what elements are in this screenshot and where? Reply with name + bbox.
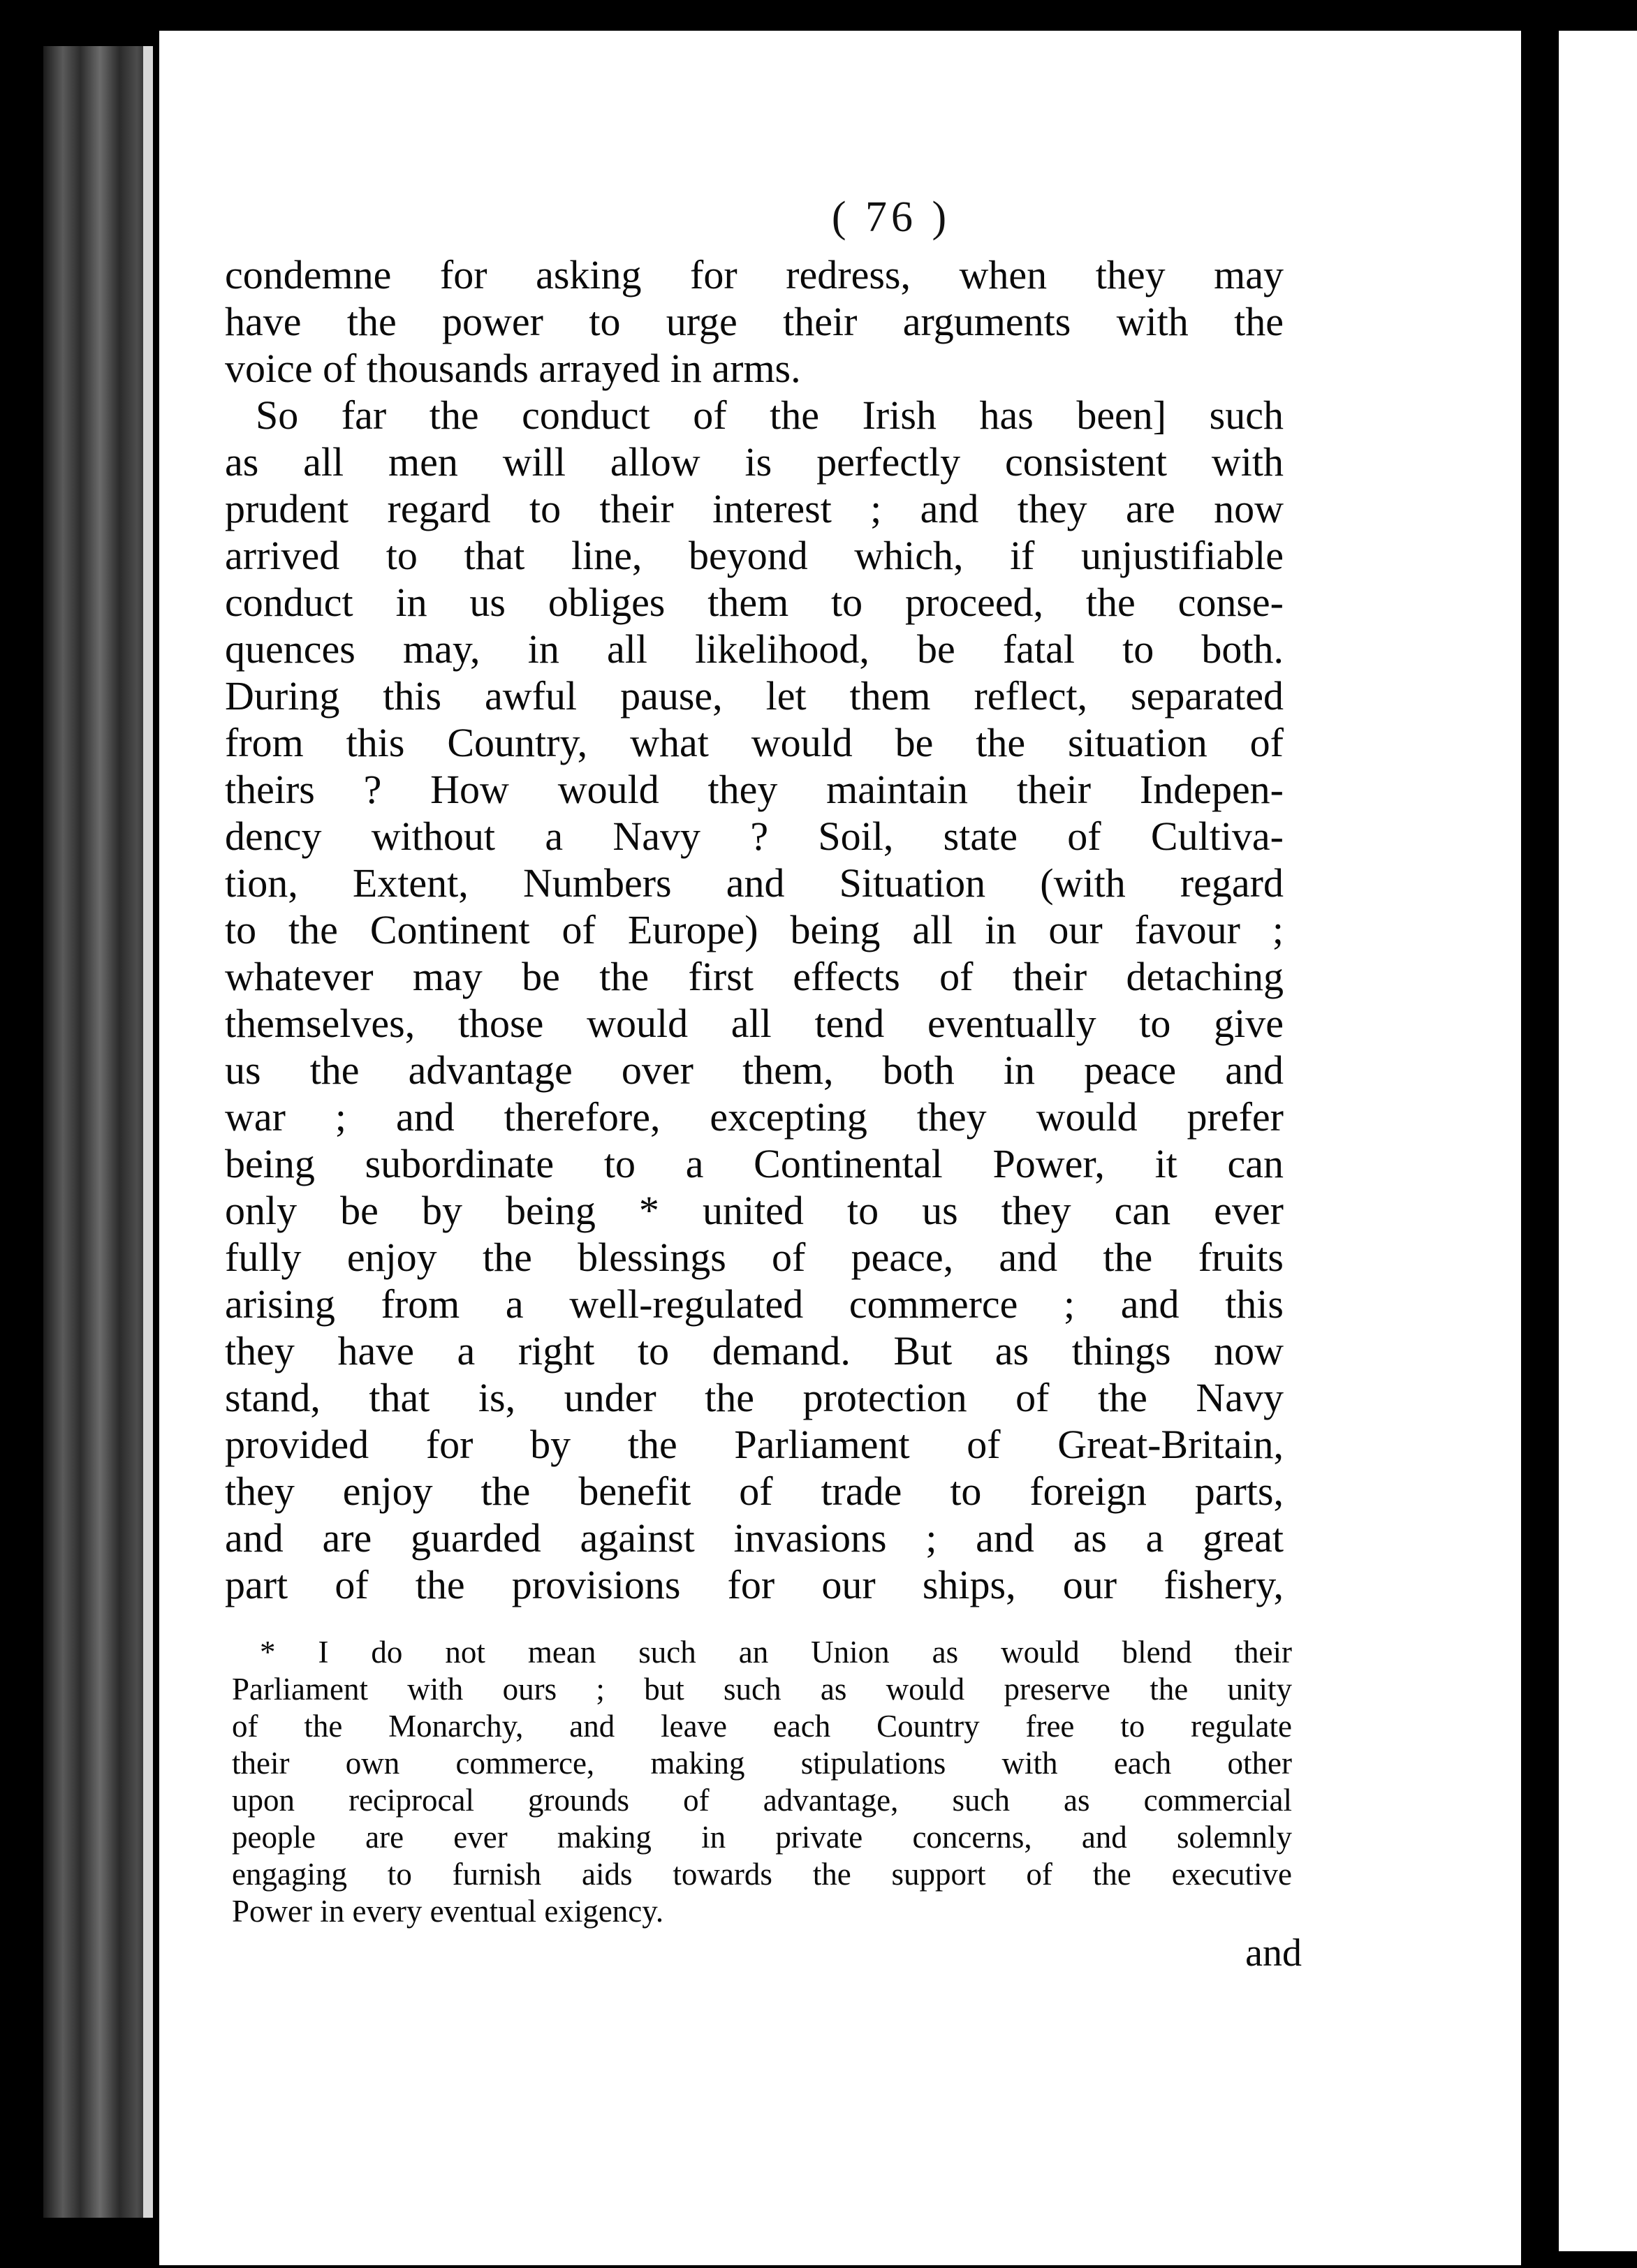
text-line: they have a right to demand. But as things now xyxy=(225,1328,1284,1374)
text-line: provided for by the Parliament of Great-Britain, xyxy=(225,1422,1284,1467)
text-line: conduct in us obliges them to proceed, the conse- xyxy=(225,580,1284,625)
catchword: and xyxy=(1245,1931,1302,1975)
footnote-line: their own commerce, making stipulations with each other xyxy=(232,1746,1292,1781)
footnote-line: people are ever making in private concerns, and solemnly xyxy=(232,1820,1292,1855)
text-line: and are guarded against invasions ; and as a great xyxy=(225,1515,1284,1561)
footnote-line: * I do not mean such an Union as would blend their xyxy=(260,1635,1292,1670)
text-line: war ; and therefore, excepting they would prefer xyxy=(225,1094,1284,1140)
footnote-line: engaging to furnish aids towards the support of the executive xyxy=(232,1857,1292,1892)
text-line: condemne for asking for redress, when they may xyxy=(225,252,1284,297)
text-line: arising from a well-regulated commerce ; and this xyxy=(225,1281,1284,1327)
footnote-line: of the Monarchy, and leave each Country free to regulate xyxy=(232,1709,1292,1744)
text-line: as all men will allow is perfectly consistent with xyxy=(225,439,1284,485)
text-line: dency without a Navy ? Soil, state of Cultiva- xyxy=(225,813,1284,859)
text-line: only be by being * united to us they can ever xyxy=(225,1188,1284,1233)
text-line: part of the provisions for our ships, our fishery, xyxy=(225,1562,1284,1607)
text-line: stand, that is, under the protection of the Navy xyxy=(225,1375,1284,1420)
text-line: voice of thousands arrayed in arms. xyxy=(225,346,801,391)
text-line: being subordinate to a Continental Power, it can xyxy=(225,1141,1284,1186)
page-number-text: ( 76 ) xyxy=(831,193,951,241)
footnote-line: Power in every eventual exigency. xyxy=(232,1894,664,1929)
page-edge xyxy=(143,46,153,2218)
text-line: to the Continent of Europe) being all in our favour ; xyxy=(225,907,1284,952)
text-line: themselves, those would all tend eventually to give xyxy=(225,1001,1284,1046)
text-line: theirs ? How would they maintain their Indepen- xyxy=(225,767,1284,812)
book-spine xyxy=(43,46,152,2218)
footnote xyxy=(232,1634,1292,1930)
text-line: So far the conduct of the Irish has been] such xyxy=(256,392,1284,438)
text-line: During this awful pause, let them reflect, separated xyxy=(225,673,1284,719)
text-line: they enjoy the benefit of trade to foreign parts, xyxy=(225,1468,1284,1514)
text-line: whatever may be the first effects of their detaching xyxy=(225,954,1284,999)
text-line: from this Country, what would be the situation of xyxy=(225,720,1284,765)
text-line: have the power to urge their arguments with the xyxy=(225,299,1284,344)
text-line: prudent regard to their interest ; and they are now xyxy=(225,486,1284,531)
facing-page-edge xyxy=(1559,31,1637,2251)
text-line: arrived to that line, beyond which, if unjustifiable xyxy=(225,533,1284,578)
text-line: quences may, in all likelihood, be fatal to both. xyxy=(225,626,1284,672)
text-line: us the advantage over them, both in peace and xyxy=(225,1047,1284,1093)
footnote-line: upon reciprocal grounds of advantage, such as commercial xyxy=(232,1783,1292,1818)
page-number xyxy=(159,193,1521,242)
text-line: tion, Extent, Numbers and Situation (with regard xyxy=(225,860,1284,906)
footnote-line: Parliament with ours ; but such as would preserve the unity xyxy=(232,1672,1292,1707)
text-line: fully enjoy the blessings of peace, and the fruits xyxy=(225,1235,1284,1280)
main-text xyxy=(225,251,1284,1608)
